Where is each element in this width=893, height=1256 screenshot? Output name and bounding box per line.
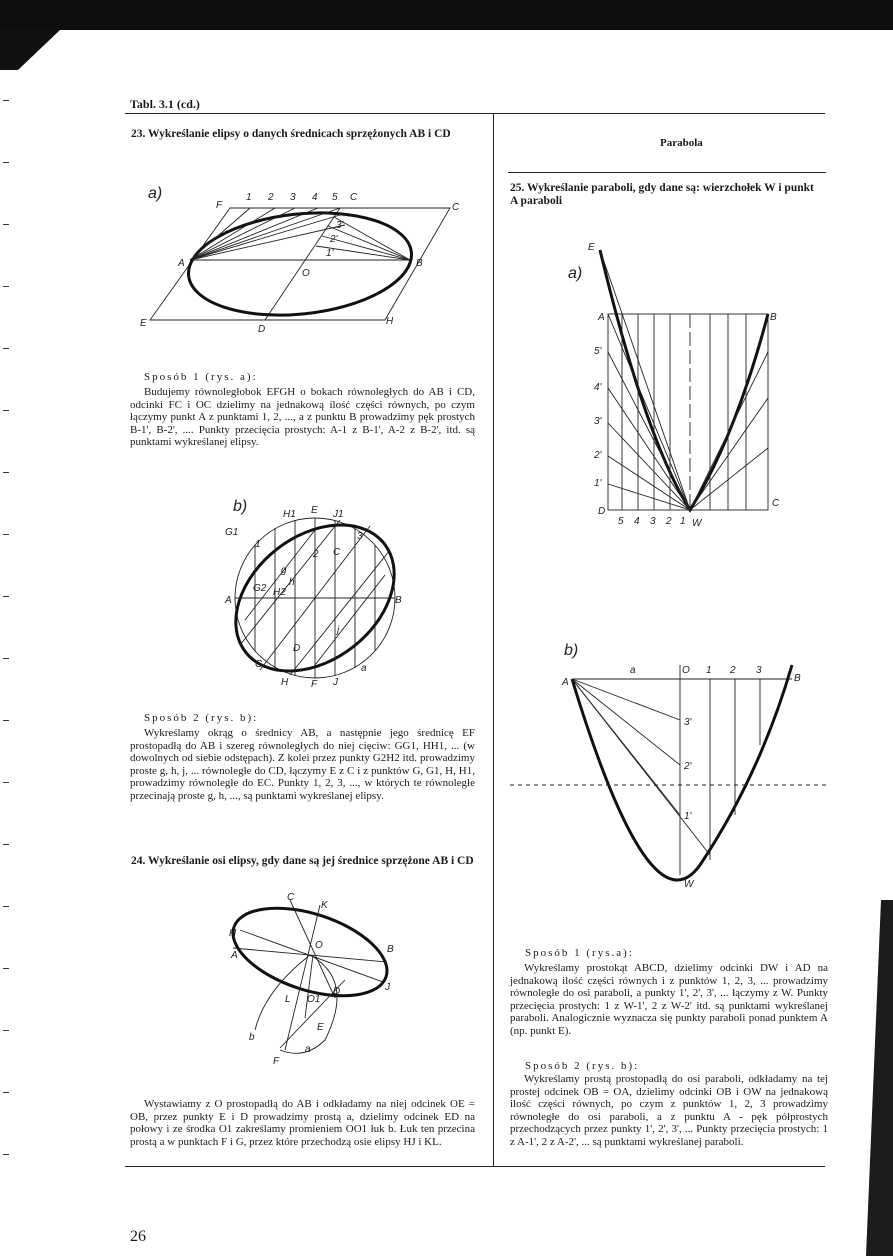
svg-text:W: W — [692, 518, 702, 529]
svg-text:D: D — [258, 324, 266, 335]
svg-text:G: G — [255, 659, 263, 670]
svg-text:A: A — [231, 950, 238, 961]
margin-tick — [3, 720, 9, 721]
svg-text:C: C — [772, 498, 780, 509]
figure-25a — [560, 238, 800, 538]
margin-tick — [3, 410, 9, 411]
svg-text:C: C — [452, 202, 460, 213]
svg-text:4: 4 — [312, 192, 318, 203]
section-24-title: 24. Wykreślanie osi elipsy, gdy dane są jej średnice sprzężone AB i CD — [131, 855, 474, 867]
svg-text:4: 4 — [634, 516, 640, 527]
svg-text:D: D — [293, 643, 301, 654]
svg-text:h: h — [289, 577, 295, 588]
margin-tick — [3, 100, 9, 101]
bottom-rule — [125, 1166, 825, 1167]
svg-text:E: E — [317, 1022, 324, 1033]
svg-text:4': 4' — [594, 382, 602, 393]
svg-text:3: 3 — [290, 192, 296, 203]
fig25a-tag: a) — [568, 265, 583, 282]
fig23a-tag: a) — [148, 185, 163, 202]
svg-text:1': 1' — [326, 248, 334, 259]
svg-text:B: B — [770, 312, 777, 323]
table-label: Tabl. 3.1 (cd.) — [130, 97, 200, 111]
svg-text:A: A — [598, 312, 605, 323]
svg-text:F: F — [216, 200, 223, 211]
s23-method1-label: Sposób 1 (rys. a): — [144, 371, 258, 383]
svg-text:3': 3' — [684, 717, 692, 728]
svg-text:a: a — [630, 665, 636, 676]
svg-text:H: H — [229, 928, 237, 939]
scan-dark-right-edge — [863, 900, 893, 1256]
s23-method1-text: Budujemy równoległobok EFGH o bokach równoległych do AB i CD, odcinki FC i OC dzielimy na jednakową ilość części równych, po czym łączymy punkt A z punktami 1, 2, ..., a z punktu B prowadzimy pęk prostych B-1', B-2', .... Punkty przecięcia prostych: A-1 z B-1', A-2 z B-2', itd. są punktami wykreślanej elipsy. — [130, 386, 475, 449]
svg-text:B: B — [395, 595, 402, 606]
svg-text:H1: H1 — [283, 509, 296, 520]
svg-text:F: F — [311, 679, 318, 690]
svg-text:J: J — [333, 677, 338, 688]
margin-tick — [3, 472, 9, 473]
svg-text:1: 1 — [706, 665, 712, 676]
svg-text:1: 1 — [246, 192, 252, 203]
svg-text:O1: O1 — [307, 994, 321, 1005]
margin-tick — [3, 1154, 9, 1155]
figure-24 — [225, 890, 415, 1070]
s25-method1-text: Wykreślamy prostokąt ABCD, dzielimy odcinki DW i AD na jednakową ilość części równych i z punktów 1, 2, 3, ... prowadzimy równoległe do osi paraboli, a punkty 1', 2', 3', ... łączymy z W. Punkty przecięcia prostych: 1 z W-1', 2 z W-2' itd. są punktami wykreślanej paraboli. Analogicznie wyznacza się punkty paraboli ponad punktem A (np. punkt E). — [510, 962, 828, 1037]
svg-text:E: E — [140, 318, 147, 329]
svg-text:D: D — [333, 986, 341, 997]
s23-method2-text: Wykreślamy okrąg o średnicy AB, a następnie jego średnicę EF prostopadłą do AB i szereg równoległych do niej cięciw: GG1, HH1, ... (w dowolnych od siebie odstępach). Z kolei przez punkty G2H2 itd. prowadzimy proste g, h, j, ... równoległe do CD, łączymy E z C i z punktów G, G1, H, H1, prowadzimy równoległe do EC. Punkty 1, 2, 3, ..., w których te równoległe przecinają proste g, h, ..., są punktami wykreślanej elipsy. — [130, 727, 475, 802]
svg-text:H2: H2 — [273, 587, 286, 598]
svg-text:A: A — [178, 258, 185, 269]
svg-text:g: g — [281, 565, 287, 576]
svg-text:a: a — [305, 1044, 311, 1055]
column-divider — [493, 114, 494, 1166]
svg-text:E: E — [311, 505, 318, 516]
margin-tick — [3, 782, 9, 783]
svg-text:G1: G1 — [225, 527, 239, 538]
margin-tick — [3, 162, 9, 163]
header-rule — [125, 113, 825, 114]
svg-text:L: L — [285, 994, 291, 1005]
margin-tick — [3, 348, 9, 349]
svg-text:B: B — [416, 258, 423, 269]
s23-method2-label: Sposób 2 (rys. b): — [144, 712, 259, 724]
svg-text:A: A — [225, 595, 232, 606]
margin-tick — [3, 1092, 9, 1093]
svg-text:O: O — [302, 268, 310, 279]
svg-text:5': 5' — [594, 346, 602, 357]
svg-text:5: 5 — [618, 516, 624, 527]
svg-text:3: 3 — [650, 516, 656, 527]
svg-text:H: H — [281, 677, 289, 688]
margin-tick — [3, 658, 9, 659]
svg-text:J1: J1 — [333, 509, 344, 520]
s24-text: Wystawiamy z O prostopadłą do AB i odkładamy na niej odcinek OE = OB, przez punkty E i D prowadzimy prostą a, dzielimy odcinek ED na połowy i ze środka O1 zakreślamy promieniem OO1 łuk b. Łuk ten przecina prostą a w punktach F i G, przez które przechodzą osie elipsy HJ i KL. — [130, 1098, 475, 1148]
svg-text:C: C — [333, 547, 341, 558]
scan-dark-corner — [0, 30, 60, 70]
svg-text:1: 1 — [680, 516, 686, 527]
parabola-heading: Parabola — [660, 137, 703, 149]
svg-text:2': 2' — [594, 450, 602, 461]
figure-23a — [140, 180, 470, 340]
svg-text:1: 1 — [255, 539, 261, 550]
svg-text:2: 2 — [313, 549, 319, 560]
svg-text:2: 2 — [268, 192, 274, 203]
svg-text:1': 1' — [594, 478, 602, 489]
figure-25b — [560, 635, 810, 895]
svg-text:b: b — [249, 1032, 255, 1043]
svg-text:W: W — [684, 879, 694, 890]
svg-text:3': 3' — [336, 220, 344, 231]
svg-text:J: J — [385, 982, 390, 993]
svg-text:2: 2 — [730, 665, 736, 676]
scan-dark-top-edge — [0, 0, 893, 30]
svg-text:K: K — [321, 900, 328, 911]
svg-text:O: O — [315, 940, 323, 951]
svg-text:C: C — [287, 892, 295, 903]
svg-text:A: A — [562, 677, 569, 688]
svg-text:j: j — [337, 625, 340, 636]
parabola-rule — [508, 172, 826, 173]
margin-tick-marks — [3, 100, 11, 1200]
svg-text:1': 1' — [684, 811, 692, 822]
svg-text:a: a — [361, 663, 367, 674]
svg-text:2: 2 — [666, 516, 672, 527]
svg-text:3: 3 — [756, 665, 762, 676]
svg-text:B: B — [794, 673, 801, 684]
svg-text:O: O — [682, 665, 690, 676]
margin-tick — [3, 844, 9, 845]
svg-text:H: H — [386, 316, 394, 327]
section-23-title: 23. Wykreślanie elipsy o danych średnicach sprzężonych AB i CD — [131, 128, 451, 140]
figure-23b — [215, 495, 415, 695]
s25-method2-label: Sposób 2 (rys. b): — [525, 1060, 640, 1072]
margin-tick — [3, 906, 9, 907]
section-25-title: 25. Wykreślanie paraboli, gdy dane są: wierzchołek W i punkt A paraboli — [510, 182, 814, 207]
margin-tick — [3, 596, 9, 597]
margin-tick — [3, 1030, 9, 1031]
svg-text:F: F — [273, 1056, 280, 1067]
page-number: 26 — [130, 1228, 146, 1245]
svg-text:D: D — [598, 506, 606, 517]
s25-method2-text: Wykreślamy prostą prostopadłą do osi paraboli, odkładamy na tej prostej odcinek OB = OA, dzielimy odcinki OB i OW na jednakową ilość części równych, po czym z punktów 1, 2, 3 prowadzimy równoległe do osi paraboli, a z punktu A - pęk półprostych przechodzących przez punkty 1', 2', 3', ... Punkty przecięcia prostych: 1 z A-1', 2 z A-2', ... są punktami wykreślanej paraboli. — [510, 1073, 828, 1148]
fig23b-tag: b) — [233, 498, 248, 515]
svg-text:5: 5 — [332, 192, 338, 203]
svg-text:3: 3 — [357, 531, 363, 542]
s25-method1-label: Sposób 1 (rys.a): — [525, 947, 634, 959]
svg-text:B: B — [387, 944, 394, 955]
margin-tick — [3, 286, 9, 287]
svg-text:G2: G2 — [253, 583, 267, 594]
margin-tick — [3, 224, 9, 225]
fig25b-tag: b) — [564, 642, 579, 659]
svg-text:C: C — [350, 192, 358, 203]
svg-text:2': 2' — [330, 234, 338, 245]
svg-text:3': 3' — [594, 416, 602, 427]
svg-text:2': 2' — [684, 761, 692, 772]
margin-tick — [3, 534, 9, 535]
svg-text:E: E — [588, 242, 595, 253]
margin-tick — [3, 968, 9, 969]
